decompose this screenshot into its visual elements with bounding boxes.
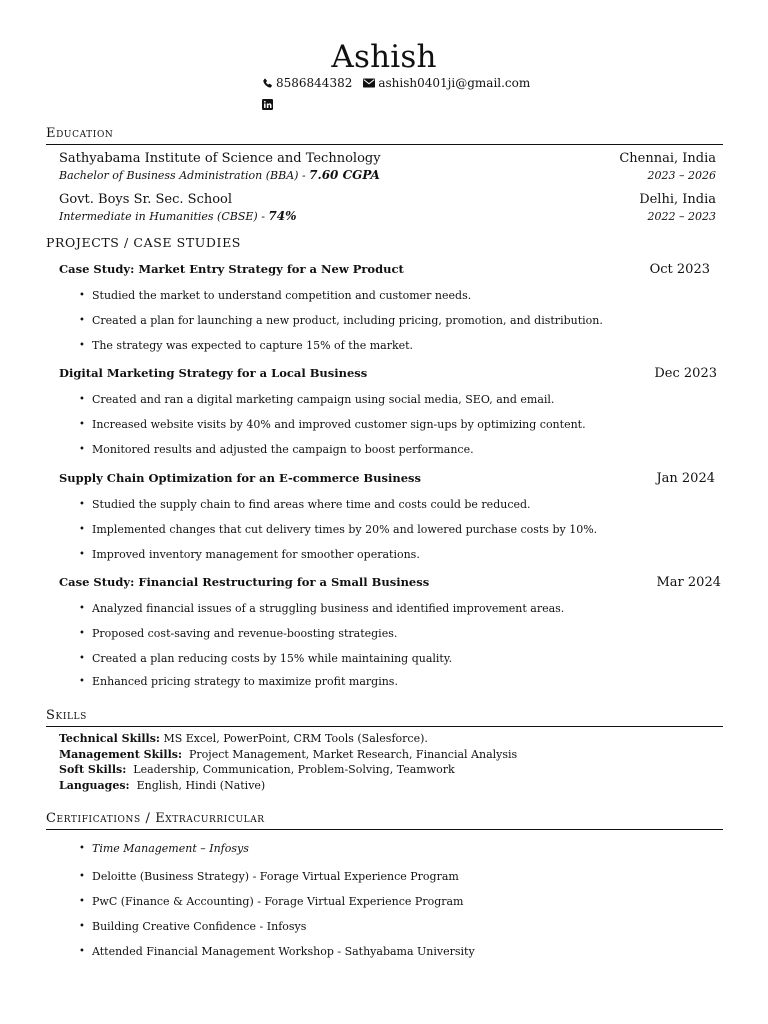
list-item: • Time Management – Infosys	[79, 841, 475, 856]
skill-row	[59, 731, 517, 747]
list-item: • Monitored results and adjusted the campaign to boost performance.	[59, 442, 721, 457]
certifications-heading: Certifications / Extracurricular	[46, 811, 723, 830]
skill-row	[59, 747, 517, 763]
project-title: Case Study: Financial Restructuring for a Small Business	[59, 575, 430, 589]
institution-name: Govt. Boys Sr. Sec. School	[59, 192, 233, 207]
degree-line	[59, 209, 297, 224]
list-item: • Studied the market to understand competition and customer needs.	[59, 288, 721, 303]
project-date: Oct 2023	[649, 262, 710, 277]
phone-number: 8586844382	[276, 76, 353, 90]
education-heading: Education	[46, 126, 723, 145]
list-item: • Deloitte (Business Strategy) - Forage Virtual Experience Program	[79, 869, 475, 884]
project-entry	[59, 261, 721, 353]
list-item: • Building Creative Confidence - Infosys	[79, 919, 475, 934]
education-entry	[59, 191, 716, 224]
skill-value: Leadership, Communication, Problem-Solving, Teamwork	[126, 763, 455, 776]
list-item: • Created a plan for launching a new product, including pricing, promotion, and distribution.	[59, 313, 721, 328]
contact-line	[262, 75, 541, 91]
project-bullets	[59, 392, 721, 457]
project-date: Dec 2023	[654, 366, 717, 381]
project-bullets	[59, 601, 721, 689]
skill-row	[59, 778, 517, 794]
list-item: • Studied the supply chain to find areas where time and costs could be reduced.	[59, 497, 721, 512]
list-item: • Proposed cost-saving and revenue-boosting strategies.	[59, 626, 721, 641]
skill-label: Management Skills:	[59, 747, 183, 761]
project-date: Mar 2024	[656, 575, 721, 590]
list-item: • Enhanced pricing strategy to maximize profit margins.	[59, 674, 721, 689]
project-entry	[59, 365, 721, 457]
email-address: ashish0401ji@gmail.com	[378, 76, 531, 90]
list-item: • Created a plan reducing costs by 15% while maintaining quality.	[59, 651, 721, 666]
list-item: • Implemented changes that cut delivery times by 20% and lowered purchase costs by 10%.	[59, 522, 721, 537]
institution-location: Chennai, India	[619, 151, 716, 166]
education-entry	[59, 150, 716, 183]
list-item: • PwC (Finance & Accounting) - Forage Virtual Experience Program	[79, 894, 475, 909]
project-bullets	[59, 288, 721, 353]
institution-name: Sathyabama Institute of Science and Technology	[59, 151, 381, 166]
list-item: • Increased website visits by 40% and improved customer sign-ups by optimizing content.	[59, 417, 721, 432]
list-item: • Created and ran a digital marketing campaign using social media, SEO, and email.	[59, 392, 721, 407]
certifications-list	[79, 841, 475, 959]
project-entry	[59, 574, 721, 689]
envelope-icon	[363, 78, 375, 88]
skills-heading: Skills	[46, 708, 723, 727]
projects-heading: PROJECTS / CASE STUDIES	[46, 235, 241, 250]
list-item: • Attended Financial Management Workshop - Sathyabama University	[79, 944, 475, 959]
skill-label: Languages:	[59, 778, 130, 792]
project-bullets	[59, 497, 721, 562]
phone-contact[interactable]	[262, 75, 352, 91]
skill-label: Soft Skills:	[59, 763, 127, 776]
skill-row	[59, 762, 517, 778]
list-item: • The strategy was expected to capture 15% of the market.	[59, 338, 721, 353]
candidate-name: Ashish	[331, 39, 437, 75]
skills-list	[59, 731, 517, 793]
phone-icon	[262, 78, 273, 89]
skill-value: English, Hindi (Native)	[129, 778, 266, 792]
linkedin-link[interactable]	[262, 95, 273, 114]
degree-line	[59, 168, 380, 183]
email-contact[interactable]	[363, 75, 530, 91]
degree-dates: 2023 – 2026	[647, 169, 716, 182]
project-entry	[59, 470, 721, 562]
list-item: • Analyzed financial issues of a struggling business and identified improvement areas.	[59, 601, 721, 616]
degree-score: 74%	[268, 209, 297, 223]
project-title: Digital Marketing Strategy for a Local Business	[59, 366, 368, 380]
project-date: Jan 2024	[656, 471, 715, 486]
degree-name: Bachelor of Business Administration (BBA) -	[59, 169, 310, 182]
degree-name: Intermediate in Humanities (CBSE) -	[59, 210, 269, 223]
skill-value: Project Management, Market Research, Financial Analysis	[182, 747, 518, 761]
linkedin-icon	[262, 99, 273, 110]
skill-value: MS Excel, PowerPoint, CRM Tools (Salesforce).	[159, 732, 428, 745]
project-title: Case Study: Market Entry Strategy for a New Product	[59, 262, 404, 276]
degree-score: 7.60 CGPA	[309, 168, 380, 182]
institution-location: Delhi, India	[639, 192, 716, 207]
list-item: • Improved inventory management for smoother operations.	[59, 547, 721, 562]
degree-dates: 2022 – 2023	[647, 210, 716, 223]
project-title: Supply Chain Optimization for an E-commerce Business	[59, 471, 421, 485]
skill-label: Technical Skills:	[59, 732, 160, 745]
